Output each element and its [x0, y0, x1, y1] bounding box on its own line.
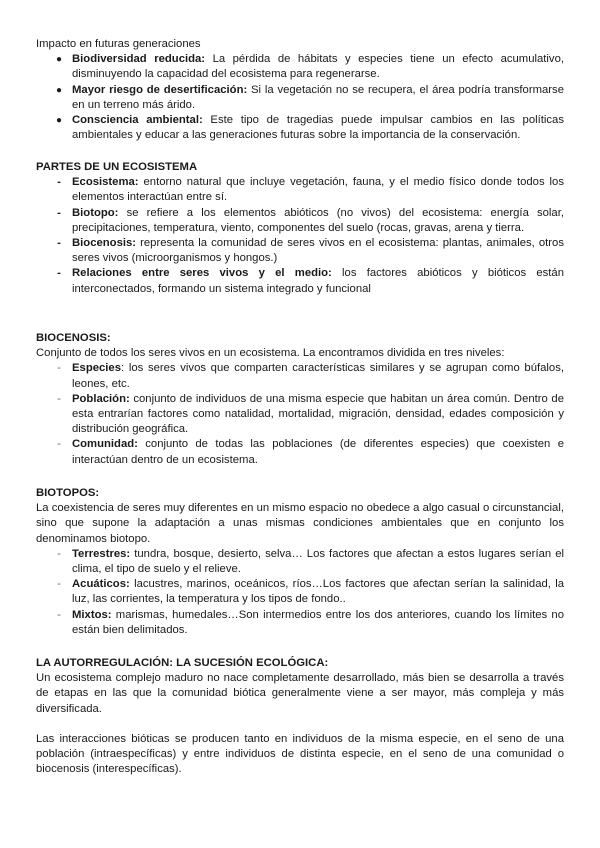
list-item	[36, 175, 564, 205]
dash-bullet-icon: -	[57, 438, 61, 451]
item-term: Biotopo:	[72, 206, 119, 219]
item-text: conjunto de todas las poblaciones (de diferentes especies) que coexisten e interactúan dentro de un ecosistema.	[72, 438, 564, 466]
item-text: La pérdida de hábitats y especies tiene un efecto acumulativo, disminuyendo la capacidad del ecosistema para regenerarse.	[72, 53, 564, 81]
item-text: representa la comunidad de seres vivos en el ecosistema: plantas, animales, otros seres vivos (microorganismos y hongos.)	[72, 237, 564, 265]
biotopos-list	[36, 547, 564, 638]
item-term: Mayor riesgo de desertificación:	[72, 83, 248, 96]
list-item	[36, 236, 564, 266]
section-partes	[36, 160, 564, 297]
item-text: tundra, bosque, desierto, selva… Los factores que afectan a estos lugares serían el clima, el tipo de suelo y el relieve.	[72, 547, 564, 576]
list-item	[36, 266, 564, 296]
dash-bullet-icon: -	[57, 267, 61, 280]
list-item	[36, 392, 564, 438]
item-term: Relaciones entre seres vivos y el medio:	[72, 267, 332, 280]
paragraph: Un ecosistema complejo maduro no nace completamente desarrollado, más bien se desarrolla a través de etapas en las que la comunidad biótica generalmente viene a ser mayor, más compleja y más diversificada.	[36, 672, 564, 715]
item-term: Acuáticos:	[72, 578, 130, 591]
section-biotopos	[36, 486, 564, 638]
dash-bullet-icon: -	[57, 392, 61, 405]
item-term: Comunidad:	[72, 438, 138, 451]
dash-bullet-icon: -	[57, 176, 61, 189]
item-term: Ecosistema:	[72, 176, 139, 189]
section-heading: LA AUTORREGULACIÓN: LA SUCESIÓN ECOLÓGICA:	[36, 657, 329, 669]
item-text: se refiere a los elementos abióticos (no vivos) del ecosistema: energía solar, precipitaciones, temperatura, viento, componentes del suelo (rocas, gravas, arena y tierra.	[72, 206, 564, 234]
item-text: los factores abióticos y bióticos están interconectados, formando un sistema integrado y funcional	[72, 267, 564, 295]
list-item	[36, 437, 564, 467]
list-item	[36, 547, 564, 577]
dash-bullet-icon: -	[57, 608, 61, 621]
section-heading: PARTES DE UN ECOSISTEMA	[36, 161, 198, 173]
biocenosis-list	[36, 361, 564, 467]
section-heading: BIOTOPOS:	[36, 487, 100, 499]
list-item	[36, 52, 564, 82]
section-heading: BIOCENOSIS:	[36, 332, 111, 344]
item-text: Este tipo de tragedias puede impulsar cambios en las políticas ambientales y educar a las generaciones futuras sobre la importancia de la conservación.	[72, 114, 564, 142]
list-item	[36, 608, 564, 638]
impacto-intro: Impacto en futuras generaciones	[36, 38, 201, 50]
section-biocenosis	[36, 331, 564, 468]
section-impacto	[36, 37, 564, 143]
dash-bullet-icon: -	[57, 206, 61, 219]
bullet-icon: ●	[55, 84, 63, 96]
item-term: Biodiversidad reducida:	[72, 53, 206, 66]
item-text: conjunto de individuos de una misma especie que habitan un área común. Dentro de esta entrarían factores como natalidad, mortalidad, migración, densidad, edades composición y distribución geográfica.	[72, 392, 564, 436]
list-item	[36, 206, 564, 236]
dash-bullet-icon: -	[57, 237, 61, 250]
bullet-icon: ●	[55, 54, 63, 66]
section-intro: La coexistencia de seres muy diferentes en un mismo espacio no obedece a algo casual o circunstancial, sino que supone la adaptación a unas mismas condiciones ambientales que en conjunto los denominamos biotopo.	[36, 502, 564, 545]
item-term: Consciencia ambiental:	[72, 114, 203, 127]
item-term: Biocenosis:	[72, 237, 137, 250]
item-text: lacustres, marinos, oceánicos, ríos…Los factores que afectan serían la salinidad, la luz, las corrientes, la temperatura y los tipos de fondo..	[72, 578, 564, 606]
item-text: entorno natural que incluye vegetación, fauna, y el medio físico donde todos los elementos interactúan entre sí.	[72, 176, 564, 204]
bullet-icon: ●	[55, 115, 63, 127]
list-item	[36, 83, 564, 113]
item-term: Población:	[72, 392, 130, 405]
list-item	[36, 113, 564, 143]
section-autorregulacion	[36, 656, 564, 777]
item-term: Especies	[72, 362, 121, 375]
list-item	[36, 361, 564, 391]
item-term: Terrestres:	[72, 547, 131, 560]
partes-list	[36, 175, 564, 297]
item-text: marismas, humedales…Son intermedios entre los dos anteriores, cuando los límites no están bien delimitados.	[72, 608, 564, 636]
section-intro: Conjunto de todos los seres vivos en un ecosistema. La encontramos dividida en tres niveles:	[36, 347, 505, 360]
item-text: Si la vegetación no se recupera, el área podría transformarse en un terreno más árido.	[72, 83, 564, 111]
item-text: : los seres vivos que comparten características similares y se agrupan como búfalos, leones, etc.	[72, 362, 564, 390]
dash-bullet-icon: -	[57, 547, 61, 560]
paragraph: Las interacciones bióticas se producen tanto en individuos de la misma especie, en el seno de una población (intraespecíficas) y entre individuos de distinta especie, en el seno de una comunidad o biocenosis (interespecíficas).	[36, 732, 564, 776]
list-item	[36, 577, 564, 607]
dash-bullet-icon: -	[57, 578, 61, 591]
item-term: Mixtos:	[72, 608, 112, 621]
dash-bullet-icon: -	[57, 362, 61, 375]
impacto-list	[36, 52, 564, 143]
